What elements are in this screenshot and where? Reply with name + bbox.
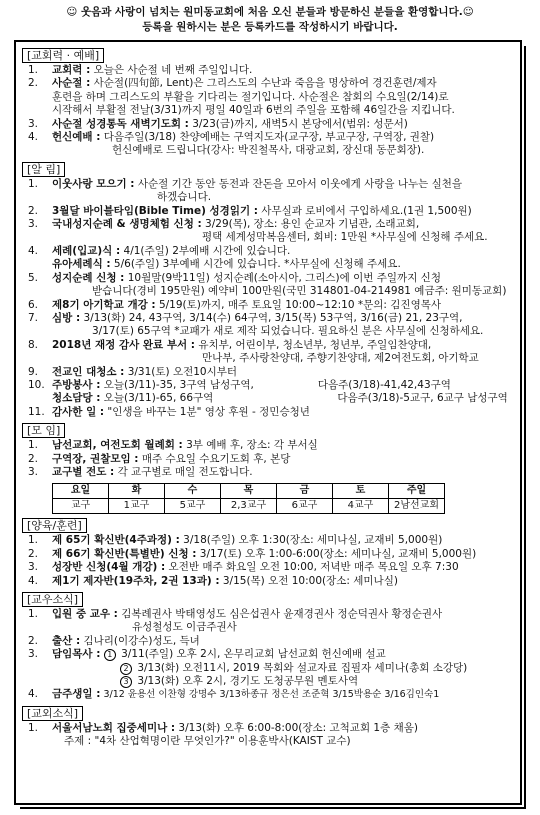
list-item bbox=[22, 439, 520, 452]
item-text: 사무실과 로비에서 구입하세요.(1권 1,500원) bbox=[257, 204, 472, 217]
item-text: 3/13(화) 오후 2시, 경기도 도청공무원 멘토사역 bbox=[134, 675, 359, 688]
table-cell: 6교구 bbox=[277, 499, 333, 514]
item-number: 11. bbox=[28, 405, 45, 418]
item-label: 성지순례 신청 : bbox=[52, 271, 125, 284]
item-label: 전교인 대청소 : bbox=[52, 365, 125, 378]
item-label: 사순절 : bbox=[52, 77, 91, 90]
section-training bbox=[22, 518, 520, 588]
bulletin-content bbox=[22, 44, 520, 749]
item-number: 1. bbox=[28, 721, 39, 734]
item-label: 제 65기 확신반(4주과정) : bbox=[52, 534, 180, 547]
item-text: 3/29(목), 장소: 용인 순교자 기념관, 소래교회, bbox=[201, 218, 420, 231]
item-label: 2018년 재정 감사 완료 부서 : bbox=[52, 338, 195, 351]
item-text: 헌신예배로 드립니다(강사: 박진철목사, 대광교회, 장신대 동문회장). bbox=[112, 144, 425, 157]
item-text: 3/17(토) 65구역 *교패가 새로 제작 되었습니다. 필요하신 분은 사무실에 신청하세요. bbox=[92, 325, 484, 338]
item-label: 성장반 신청(4월 개강) : bbox=[52, 561, 166, 574]
item-label: 사순절 성경통독 새벽기도회 : bbox=[52, 117, 189, 130]
item-text: 오늘(3/11)-35, 3구역 남성구역, bbox=[100, 378, 254, 391]
section-meetings bbox=[22, 423, 520, 514]
item-text: 3부 예배 후, 장소: 각 부서실 bbox=[182, 439, 318, 452]
item-text: "4차 산업혁명이란 무엇인가?" 이용훈박사(KAIST 교수) bbox=[91, 735, 351, 748]
item-text: 오전반 매주 화요일 오전 10:00, 저녁반 매주 목요일 오후 7:30 bbox=[165, 561, 459, 574]
circled-number-icon: 3 bbox=[120, 676, 132, 688]
item-label: 담임목사 : bbox=[52, 648, 101, 661]
table-cell: 4교구 bbox=[333, 499, 389, 514]
item-number: 1. bbox=[28, 177, 39, 190]
item-label: 감사한 일 : bbox=[52, 405, 105, 418]
section-church-calendar bbox=[22, 48, 520, 158]
item-number: 6. bbox=[28, 298, 39, 311]
table-cell: 수 bbox=[165, 484, 221, 499]
list-item bbox=[22, 722, 520, 735]
table-cell: 5교구 bbox=[165, 499, 221, 514]
item-number: 2. bbox=[28, 634, 39, 647]
list-item bbox=[22, 64, 520, 77]
item-text: 3/13(화) 오전11시, 2019 목회와 설교자료 집필자 세미나(총회 소강당) bbox=[134, 661, 468, 674]
list-item bbox=[22, 561, 520, 574]
item-label: 청소담당 : bbox=[52, 392, 101, 405]
item-label: 구역장, 권찰모임 : bbox=[52, 452, 139, 465]
item-number: 2. bbox=[28, 204, 39, 217]
item-label: 3월달 바이블타임(Bible Time) 성경읽기 : bbox=[52, 204, 258, 217]
item-label: 이웃사랑 모으기 : bbox=[52, 177, 135, 190]
item-text: 시작해서 부활절 전날(3/31)까지 평일 40일과 6번의 주일을 포함해 46일간을 지킵니다. bbox=[52, 104, 455, 117]
list-item bbox=[22, 131, 520, 158]
list-item bbox=[22, 245, 520, 258]
section-notices bbox=[22, 162, 520, 419]
item-text: 3/31(토) 오전10시부터 bbox=[124, 365, 238, 378]
item-text: 각 교구별로 매일 전도합니다. bbox=[114, 465, 253, 478]
item-text: 하겠습니다. bbox=[157, 191, 212, 204]
list-item bbox=[22, 392, 520, 405]
section-external-news bbox=[22, 706, 520, 749]
welcome-line-2: 등록을 원하시는 분은 등록카드를 작성하시기 바랍니다. bbox=[142, 21, 398, 33]
item-text: 평택 세계성막복음센터, 회비: 1만원 *사무실에 신청해 주세요. bbox=[202, 231, 488, 244]
table-row bbox=[53, 499, 445, 514]
list-item bbox=[22, 218, 520, 245]
list-item bbox=[22, 466, 520, 479]
item-text: 10월말(9박11일) 성지순례(소아시아, 그리스)에 이번 주일까지 신청 bbox=[124, 271, 441, 284]
table-cell: 요일 bbox=[53, 484, 109, 499]
item-number: 9. bbox=[28, 365, 39, 378]
item-text: 오늘(3/11)-65, 66구역 bbox=[100, 392, 214, 405]
welcome-header bbox=[0, 0, 540, 35]
item-text: 4/1(주일) 2부예배 시간에 있습니다. bbox=[120, 244, 291, 257]
item-label: 주방봉사 : bbox=[52, 378, 101, 391]
item-label: 심방 : bbox=[52, 311, 81, 324]
table-cell: 교구 bbox=[53, 499, 109, 514]
item-text: 유성철성도 이금주권사 bbox=[132, 621, 237, 634]
list-item bbox=[22, 406, 520, 419]
item-text: 5/19(토)까지, 매주 토요일 10:00~12:10 *문의: 김진영목사 bbox=[155, 298, 442, 311]
item-text: 다음주일(3/18) 찬양예배는 구역지도자(교구장, 부교구장, 구역장, 권찰) bbox=[100, 131, 435, 144]
item-text: 3/13(화) 24, 43구역, 3/14(수) 64구역, 3/15(목) 53구역, 3/16(금) 21, 23구역, bbox=[80, 311, 463, 324]
item-text: 3/23(금)까지, 새벽5시 본당에서(범위: 성문서) bbox=[188, 117, 408, 130]
list-item bbox=[22, 178, 520, 205]
section-title: [교우소식] bbox=[22, 592, 83, 607]
list-item bbox=[22, 608, 520, 635]
item-text: 훈련을 하며 그리스도의 부활을 기다리는 절기입니다. 사순절은 참회의 수요일(2/14)로 bbox=[52, 90, 449, 103]
list-item bbox=[22, 735, 520, 748]
table-cell: 2남선교회 bbox=[389, 499, 445, 514]
item-label: 헌신예배 : bbox=[52, 131, 101, 144]
item-text: 3/18(주일) 오후 1:30(장소: 세미나실, 교재비 5,000원) bbox=[179, 534, 443, 547]
item-number: 4. bbox=[28, 244, 39, 257]
item-text: 사순절 기간 동안 동전과 잔돈을 모아서 이웃에게 사랑을 나누는 실천을 bbox=[134, 177, 463, 190]
item-number: 2. bbox=[28, 77, 39, 90]
item-number: 3. bbox=[28, 648, 39, 661]
item-text: 3/12 윤용선 이찬형 강명수 3/13하종규 정은선 조준혁 3/15박용순 3/16김인숙1 bbox=[100, 689, 440, 701]
item-number: 3. bbox=[28, 465, 39, 478]
list-item bbox=[22, 453, 520, 466]
list-item bbox=[22, 648, 520, 688]
item-number: 4. bbox=[28, 574, 39, 587]
list-item bbox=[22, 272, 520, 299]
item-text: 다음주(3/18)-41,42,43구역 bbox=[317, 378, 451, 391]
item-text: 5/6(주일) 3부예배 시간에 있습니다. *사무실에 신청해 주세요. bbox=[110, 258, 401, 271]
item-label: 주제 : bbox=[64, 735, 92, 748]
list-item bbox=[22, 205, 520, 218]
item-number: 4. bbox=[28, 688, 39, 701]
item-label: 제8기 아기학교 개강 : bbox=[52, 298, 156, 311]
table-cell: 화 bbox=[109, 484, 165, 499]
item-number: 1. bbox=[28, 608, 39, 620]
item-label: 유아세례식 : bbox=[52, 258, 111, 271]
item-text: 오늘은 사순절 네 번째 주일입니다. bbox=[90, 64, 253, 76]
circled-number-icon: 1 bbox=[104, 649, 116, 661]
item-text: 다음주(3/18)-5교구, 6교구 남성구역 bbox=[337, 392, 508, 405]
item-text: 매주 수요일 수요기도회 후, 본당 bbox=[138, 452, 291, 465]
item-label: 출산 : bbox=[52, 634, 81, 647]
table-row bbox=[53, 484, 445, 499]
item-label: 제1기 제자반(19주차, 2권 13과) : bbox=[52, 574, 220, 587]
item-number: 5. bbox=[28, 271, 39, 284]
item-number: 3. bbox=[28, 561, 39, 574]
item-text: 3/11(주일) 오후 2시, 온무리교회 남선교회 헌신예배 설교 bbox=[117, 648, 386, 661]
item-number: 2. bbox=[28, 547, 39, 560]
item-label: 입원 중 교우 : bbox=[52, 608, 118, 620]
item-text: 3/17(토) 오후 1:00-6:00(장소: 세미나실, 교재비 5,000원) bbox=[196, 547, 477, 560]
item-text: "인생을 바꾸는 1분" 영상 후원 - 정민승청년 bbox=[104, 405, 310, 418]
list-item bbox=[22, 366, 520, 379]
table-cell: 1교구 bbox=[109, 499, 165, 514]
item-label: 국내성지순례 & 생명체험 신청 : bbox=[52, 218, 202, 231]
item-number: 1. bbox=[28, 439, 39, 452]
item-text: 사순절(四旬節, Lent)은 그리스도의 수난과 죽음을 명상하여 경건훈련/제자 bbox=[90, 77, 437, 90]
item-number: 1. bbox=[28, 534, 39, 547]
list-item bbox=[22, 258, 520, 271]
item-label: 금주생일 : bbox=[52, 688, 101, 701]
item-text: 받습니다(경비 195만원) 예약비 100만원(국민 314801-04-214981 예금주: 원미동교회) bbox=[92, 285, 507, 298]
list-item bbox=[22, 77, 520, 117]
item-number: 3. bbox=[28, 117, 39, 130]
item-number: 2. bbox=[28, 452, 39, 465]
item-text: 유치부, 어린이부, 청소년부, 청년부, 주일임찬양대, bbox=[195, 338, 432, 351]
list-item bbox=[22, 688, 520, 701]
list-item bbox=[22, 339, 520, 366]
section-title: [교외소식] bbox=[22, 706, 83, 721]
circled-number-icon: 2 bbox=[120, 663, 132, 675]
list-item bbox=[22, 534, 520, 547]
list-item bbox=[22, 575, 520, 588]
item-text: 김나리(이강수)성도, 득녀 bbox=[80, 634, 200, 647]
item-label: 서울서남노회 집중세미나 : bbox=[52, 721, 176, 734]
section-title: [양육/훈련] bbox=[22, 518, 87, 533]
list-item bbox=[22, 379, 520, 392]
item-text: 만나부, 주사랑찬양대, 주향기찬양대, 제2여전도회, 아기학교 bbox=[202, 352, 479, 365]
section-title: [알 림] bbox=[22, 162, 65, 177]
section-title: [교회력 · 예배] bbox=[22, 48, 104, 63]
item-label: 제 66기 확신반(특별반) 신청 : bbox=[52, 547, 197, 560]
item-text: 3/13(화) 오후 6:00-8:00(장소: 고척교회 1층 채움) bbox=[175, 721, 418, 734]
table-cell: 주일 bbox=[389, 484, 445, 499]
list-item bbox=[22, 312, 520, 339]
welcome-line-1: ☺ 웃음과 사랑이 넘치는 원미동교회에 처음 오신 분들과 방문하신 분들을 환영합니다.☺ bbox=[66, 6, 474, 18]
item-label: 세례(입교)식 : bbox=[52, 244, 121, 257]
list-item bbox=[22, 299, 520, 312]
section-title: [모 임] bbox=[22, 423, 65, 438]
table-cell: 2,3교구 bbox=[221, 499, 277, 514]
item-text: 김복례권사 박태영성도 심은섭권사 윤재경권사 정순덕권사 황정순권사 bbox=[117, 608, 443, 620]
item-number: 4. bbox=[28, 131, 39, 144]
evangelism-schedule-table bbox=[52, 483, 445, 514]
section-member-news bbox=[22, 592, 520, 702]
item-label: 교구별 전도 : bbox=[52, 465, 115, 478]
item-label: 교회력 : bbox=[52, 64, 91, 76]
list-item bbox=[22, 118, 520, 131]
table-cell: 토 bbox=[333, 484, 389, 499]
table-cell: 금 bbox=[277, 484, 333, 499]
item-number: 3. bbox=[28, 218, 39, 231]
item-number: 10. bbox=[28, 378, 45, 391]
item-label: 남선교회, 여전도회 월례회 : bbox=[52, 439, 183, 452]
item-text: 3/15(목) 오전 10:00(장소: 세미나실) bbox=[219, 574, 398, 587]
item-number: 8. bbox=[28, 338, 39, 351]
list-item bbox=[22, 548, 520, 561]
table-cell: 목 bbox=[221, 484, 277, 499]
list-item bbox=[22, 635, 520, 648]
item-number: 7. bbox=[28, 311, 39, 324]
item-number: 1. bbox=[28, 64, 39, 76]
